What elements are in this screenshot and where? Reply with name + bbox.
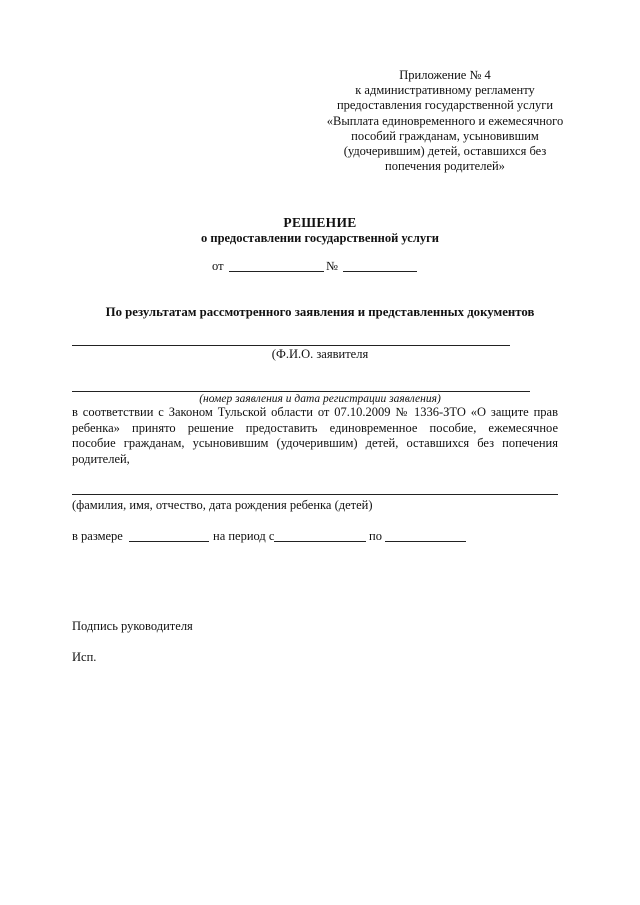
child-caption: (фамилия, имя, отчество, дата рождения ребенка (детей) <box>72 498 373 512</box>
appendix-line: к административному регламенту <box>355 83 535 98</box>
appendix-line: Приложение № 4 <box>399 68 491 82</box>
number-blank-line <box>343 271 417 272</box>
appendix-line: (удочерившим) детей, оставшихся без <box>343 144 547 159</box>
appendix-line: «Выплата единовременного и ежемесячного <box>326 113 564 128</box>
period-from-blank-line <box>274 541 366 542</box>
applicant-blank-line <box>72 345 510 346</box>
period-to-blank-line <box>385 541 466 542</box>
period-from-label: на период с <box>213 529 275 543</box>
appendix-line: пособий гражданам, усыновившим <box>351 128 539 143</box>
decision-paragraph <box>72 405 558 467</box>
child-blank-line <box>72 494 558 495</box>
document-title: РЕШЕНИЕ <box>283 215 357 230</box>
date-label: от <box>212 259 224 273</box>
paragraph-line: родителей, <box>72 451 130 466</box>
appendix-block <box>300 68 590 174</box>
date-blank-line <box>229 271 324 272</box>
paragraph-line: ребенка» принято решение предоставить единовременное пособие, ежемесячное <box>72 420 558 435</box>
results-heading: По результатам рассмотренного заявления и представленных документов <box>105 305 535 319</box>
amount-blank-line <box>129 541 209 542</box>
executor-label: Исп. <box>72 650 97 664</box>
document-subtitle: о предоставлении государственной услуги <box>201 231 439 245</box>
applicant-caption: (Ф.И.О. заявителя <box>271 347 369 361</box>
appendix-line: попечения родителей» <box>385 159 505 174</box>
paragraph-line: пособие гражданам, усыновившим (удочерившим) детей, оставшихся без попечения <box>72 436 558 451</box>
application-caption: (номер заявления и дата регистрации заявления) <box>199 393 441 405</box>
signature-label: Подпись руководителя <box>72 619 193 633</box>
paragraph-line: в соответствии с Законом Тульской области от 07.10.2009 № 1336-ЗТО «О защите прав <box>72 405 558 419</box>
period-to-label: по <box>369 529 382 543</box>
appendix-line: предоставления государственной услуги <box>336 98 554 113</box>
number-label: № <box>326 259 338 273</box>
amount-label: в размере <box>72 529 123 543</box>
